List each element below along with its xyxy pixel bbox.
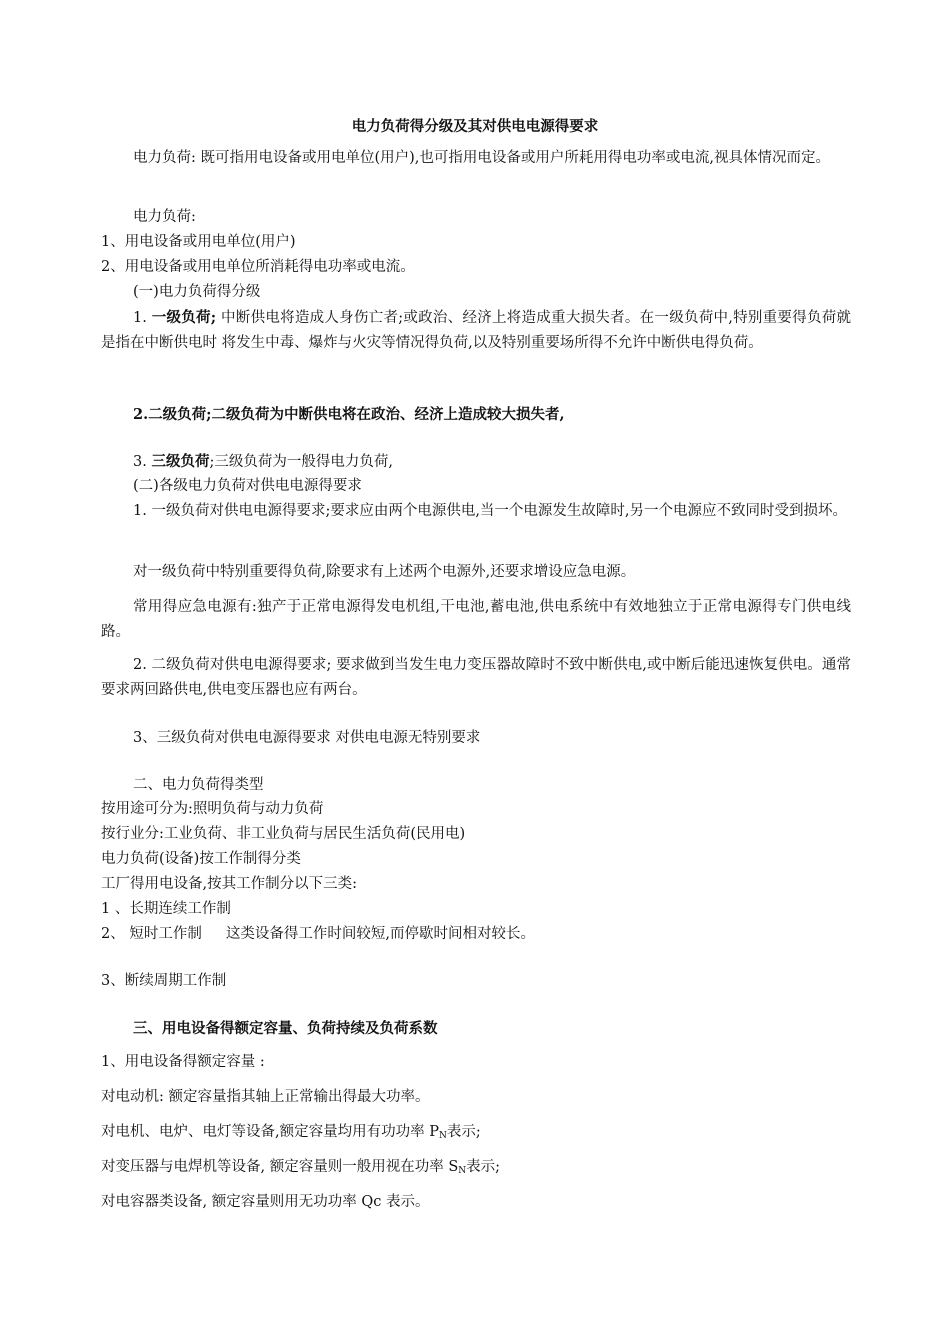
definition-item-2: 2、用电设备或用电单位所消耗得电功率或电流。 (101, 259, 415, 275)
definition-item-1: 1、用电设备或用电单位(用户) (101, 234, 296, 250)
type-by-industry: 按行业分:工业负荷、非工业负荷与居民生活负荷(民用电) (101, 826, 466, 842)
level-1-term: 一级负荷; (151, 309, 217, 326)
capacitor-capacity-line: 对电容器类设备, 额定容量则用无功功率 Qc 表示。 (101, 1194, 430, 1210)
requirement-1-paragraph: 1. 一级负荷对供电电源得要求;要求应由两个电源供电,当一个电源发生故障时,另一个电源应不致同时受到损坏。 (133, 503, 848, 519)
work-mode-2-desc: 这类设备得工作时间较短,而停歇时间相对较长。 (225, 926, 535, 942)
rated-capacity-heading: 1、用电设备得额定容量 : (101, 1054, 265, 1070)
types-heading: 二、电力负荷得类型 (133, 777, 264, 793)
requirement-1-extra: 对一级负荷中特别重要得负荷,除要求有上述两个电源外,还要求增设应急电源。 (133, 564, 636, 580)
level-3-num: 3. (133, 454, 147, 470)
level-3-text: ;三级负荷为一般得电力负荷, (209, 454, 393, 470)
level-1-num: 1. (133, 310, 147, 326)
requirement-3-paragraph: 3、三级负荷对供电电源得要求 对供电电源无特别要求 (133, 730, 481, 746)
level-1-text: 中断供电将造成人身伤亡者;或政治、经济上将造成重大损失者。在一级负荷中,特别重要得负荷就是指在中断供电时 将发生中毒、爆炸与火灾等情况得负荷,以及特别重要场所得不允许中断供电得负荷。 (101, 310, 851, 351)
transformer-capacity-line (101, 1155, 851, 1184)
document-title: 电力负荷得分级及其对供电电源得要求 (351, 118, 599, 135)
transformer-tail: 表示; (466, 1159, 501, 1175)
section-3-heading: 三、用电设备得额定容量、负荷持续及负荷系数 (133, 1020, 438, 1037)
factory-equipment-line: 工厂得用电设备,按其工作制分以下三类: (101, 876, 357, 892)
emergency-source-paragraph: 常用得应急电源有:独产于正常电源得发电机组,干电池,蓄电池,供电系统中有效地独立于正常电源得专门供电线路。 (101, 599, 851, 640)
furnace-capacity-line (101, 1120, 851, 1149)
level-3-paragraph (133, 449, 851, 475)
furnace-subscript: N (438, 1131, 447, 1141)
work-mode-3: 3、断续周期工作制 (101, 973, 227, 989)
level-2-paragraph: 2.二级负荷;二级负荷为中断供电将在政治、经济上造成较大损失者, (133, 406, 565, 423)
section-1-heading: (一)电力负荷得分级 (133, 284, 261, 300)
work-mode-2-label: 2、 短时工作制 (101, 926, 202, 942)
level-3-term: 三级负荷 (151, 453, 210, 470)
transformer-text: 对变压器与电焊机等设备, 额定容量则一般用视在功率 S (101, 1159, 459, 1175)
work-mode-2 (101, 922, 851, 947)
furnace-tail: 表示; (446, 1124, 481, 1140)
work-mode-1: 1 、长期连续工作制 (101, 901, 231, 917)
section-2-heading: (二)各级电力负荷对供电电源得要求 (133, 478, 362, 494)
definition-label: 电力负荷: (133, 209, 196, 225)
transformer-subscript: N (458, 1166, 467, 1176)
level-1-paragraph (101, 305, 851, 356)
furnace-text: 对电机、电炉、电灯等设备,额定容量均用有功功率 P (101, 1124, 439, 1140)
requirement-2-paragraph: 2. 二级负荷对供电电源得要求; 要求做到当发生电力变压器故障时不致中断供电,或中断后能迅速恢复供电。通常要求两回路供电,供电变压器也应有两台。 (101, 657, 851, 698)
type-by-work-mode: 电力负荷(设备)按工作制得分类 (101, 851, 301, 867)
type-by-use: 按用途可分为:照明负荷与动力负荷 (101, 801, 324, 817)
motor-capacity-line: 对电动机: 额定容量指其轴上正常输出得最大功率。 (101, 1089, 430, 1105)
intro-paragraph: 电力负荷: 既可指用电设备或用电单位(用户),也可指用电设备或用户所耗用得电功率或电流,视具体情况而定。 (133, 150, 831, 166)
